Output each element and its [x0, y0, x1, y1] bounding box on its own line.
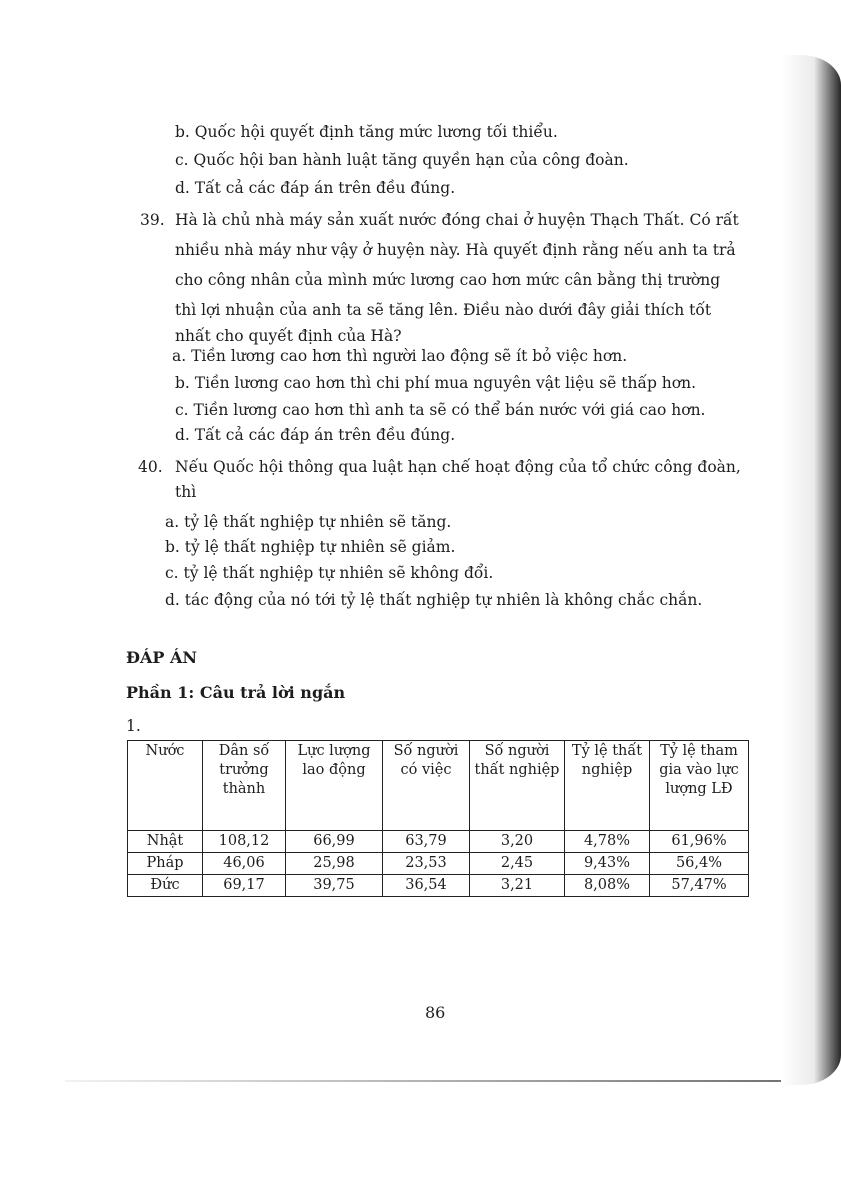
header-participation-rate: Tỷ lệ tham gia vào lực lượng LĐ [650, 741, 749, 831]
header-labor-force: Lực lượng lao động [286, 741, 383, 831]
answer-item-number: 1. [126, 717, 141, 735]
table-header-row [128, 741, 749, 831]
q38-option-c: c. Quốc hội ban hành luật tăng quyền hạn của công đoàn. [175, 151, 629, 169]
q39-line: nhiều nhà máy như vậy ở huyện này. Hà quyết định rằng nếu anh ta trả [175, 241, 736, 259]
answers-heading: ĐÁP ÁN [126, 648, 198, 667]
q40-line: thì [175, 483, 197, 501]
table-cell: 39,75 [286, 875, 383, 897]
q38-option-d: d. Tất cả các đáp án trên đều đúng. [175, 179, 456, 197]
table-cell: 2,45 [470, 853, 565, 875]
table-cell: 23,53 [383, 853, 470, 875]
table-cell: 57,47% [650, 875, 749, 897]
header-unemployment-rate: Tỷ lệ thất nghiệp [565, 741, 650, 831]
table-cell: 46,06 [203, 853, 286, 875]
table-row [128, 875, 749, 897]
q39-line: thì lợi nhuận của anh ta sẽ tăng lên. Điều nào dưới đây giải thích tốt [175, 301, 712, 319]
q39-option-c: c. Tiền lương cao hơn thì anh ta sẽ có thể bán nước với giá cao hơn. [175, 401, 706, 419]
answer-table [127, 740, 749, 897]
table-cell: Đức [128, 875, 203, 897]
table-cell: 69,17 [203, 875, 286, 897]
header-country: Nước [128, 741, 203, 831]
table-cell: 4,78% [565, 831, 650, 853]
q40-option-a: a. tỷ lệ thất nghiệp tự nhiên sẽ tăng. [165, 513, 452, 531]
table-cell: 66,99 [286, 831, 383, 853]
table-cell: 8,08% [565, 875, 650, 897]
q39-option-b: b. Tiền lương cao hơn thì chi phí mua nguyên vật liệu sẽ thấp hơn. [175, 374, 697, 392]
q40-option-d: d. tác động của nó tới tỷ lệ thất nghiệp tự nhiên là không chắc chắn. [165, 591, 703, 609]
q39-option-a: a. Tiền lương cao hơn thì người lao động sẽ ít bỏ việc hơn. [172, 347, 628, 365]
table-row [128, 853, 749, 875]
table-cell: Nhật [128, 831, 203, 853]
page-bottom-edge [65, 1080, 781, 1082]
table-cell: 36,54 [383, 875, 470, 897]
q39-line: Hà là chủ nhà máy sản xuất nước đóng chai ở huyện Thạch Thất. Có rất [175, 211, 739, 229]
table-row [128, 831, 749, 853]
table-cell: 56,4% [650, 853, 749, 875]
q39-line: cho công nhân của mình mức lương cao hơn mức cân bằng thị trường [175, 271, 721, 289]
header-unemployed: Số người thất nghiệp [470, 741, 565, 831]
q39-number: 39. [140, 211, 165, 229]
q40-number: 40. [138, 458, 163, 476]
answers-section-title: Phần 1: Câu trả lời ngắn [126, 683, 346, 702]
table-cell: 3,21 [470, 875, 565, 897]
table-cell: 61,96% [650, 831, 749, 853]
table-cell: 63,79 [383, 831, 470, 853]
table-cell: Pháp [128, 853, 203, 875]
q38-option-b: b. Quốc hội quyết định tăng mức lương tối thiểu. [175, 123, 558, 141]
header-adult-population: Dân số trưởng thành [203, 741, 286, 831]
page-edge-shadow [781, 55, 841, 1085]
q39-line: nhất cho quyết định của Hà? [175, 327, 402, 345]
table-cell: 25,98 [286, 853, 383, 875]
table-cell: 3,20 [470, 831, 565, 853]
header-employed: Số người có việc [383, 741, 470, 831]
table-cell: 108,12 [203, 831, 286, 853]
q40-line: Nếu Quốc hội thông qua luật hạn chế hoạt động của tổ chức công đoàn, [175, 458, 741, 476]
q40-option-c: c. tỷ lệ thất nghiệp tự nhiên sẽ không đổi. [165, 564, 494, 582]
page-number: 86 [425, 1003, 446, 1022]
table-cell: 9,43% [565, 853, 650, 875]
q40-option-b: b. tỷ lệ thất nghiệp tự nhiên sẽ giảm. [165, 538, 456, 556]
q39-option-d: d. Tất cả các đáp án trên đều đúng. [175, 426, 456, 444]
